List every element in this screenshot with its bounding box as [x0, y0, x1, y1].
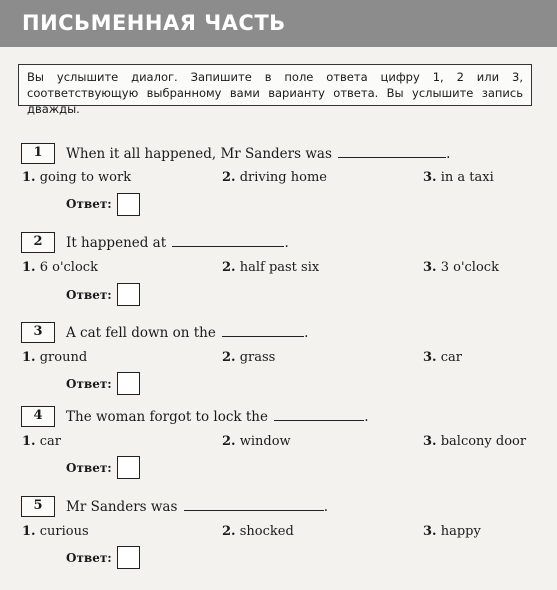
question-number: 3: [21, 322, 55, 343]
answer-label: Ответ:: [66, 288, 112, 302]
question-text: It happened at .: [66, 235, 289, 251]
option-3: 3. 3 o'clock: [423, 260, 499, 275]
answer-box[interactable]: [117, 456, 140, 479]
answer-box[interactable]: [117, 372, 140, 395]
question-number: 2: [21, 232, 55, 253]
section-header: [0, 0, 557, 47]
answer-label: Ответ:: [66, 551, 112, 565]
question-number: 5: [21, 496, 55, 517]
answer-box[interactable]: [117, 546, 140, 569]
question-number: 1: [21, 143, 55, 164]
question-number: 4: [21, 406, 55, 427]
option-2: 2. grass: [222, 350, 276, 365]
question-text: A cat fell down on the .: [66, 325, 309, 341]
answer-blank: [338, 145, 446, 158]
option-2: 2. window: [222, 434, 291, 449]
option-2: 2. driving home: [222, 170, 327, 185]
option-1: 1. ground: [22, 350, 88, 365]
option-3: 3. happy: [423, 524, 481, 539]
answer-blank: [222, 324, 304, 337]
answer-blank: [184, 498, 324, 511]
question-text: When it all happened, Mr Sanders was .: [66, 146, 451, 162]
option-3: 3. balcony door: [423, 434, 527, 449]
option-1: 1. going to work: [22, 170, 132, 185]
answer-blank: [172, 234, 284, 247]
option-2: 2. half past six: [222, 260, 320, 275]
question-text: Mr Sanders was .: [66, 499, 328, 515]
answer-box[interactable]: [117, 193, 140, 216]
answer-label: Ответ:: [66, 197, 112, 211]
option-1: 1. car: [22, 434, 61, 449]
option-1: 1. curious: [22, 524, 89, 539]
option-2: 2. shocked: [222, 524, 294, 539]
option-3: 3. car: [423, 350, 462, 365]
question-text: The woman forgot to lock the .: [66, 409, 369, 425]
section-title: ПИСЬМЕННАЯ ЧАСТЬ: [22, 11, 286, 35]
answer-label: Ответ:: [66, 461, 112, 475]
option-1: 1. 6 o'clock: [22, 260, 98, 275]
option-3: 3. in a taxi: [423, 170, 494, 185]
instructions-box: Вы услышите диалог. Запишите в поле ответа цифру 1, 2 или 3, соответствующую выбранному вами варианту ответа. Вы услышите запись дважды.: [18, 64, 532, 106]
answer-blank: [274, 408, 364, 421]
answer-label: Ответ:: [66, 377, 112, 391]
answer-box[interactable]: [117, 283, 140, 306]
